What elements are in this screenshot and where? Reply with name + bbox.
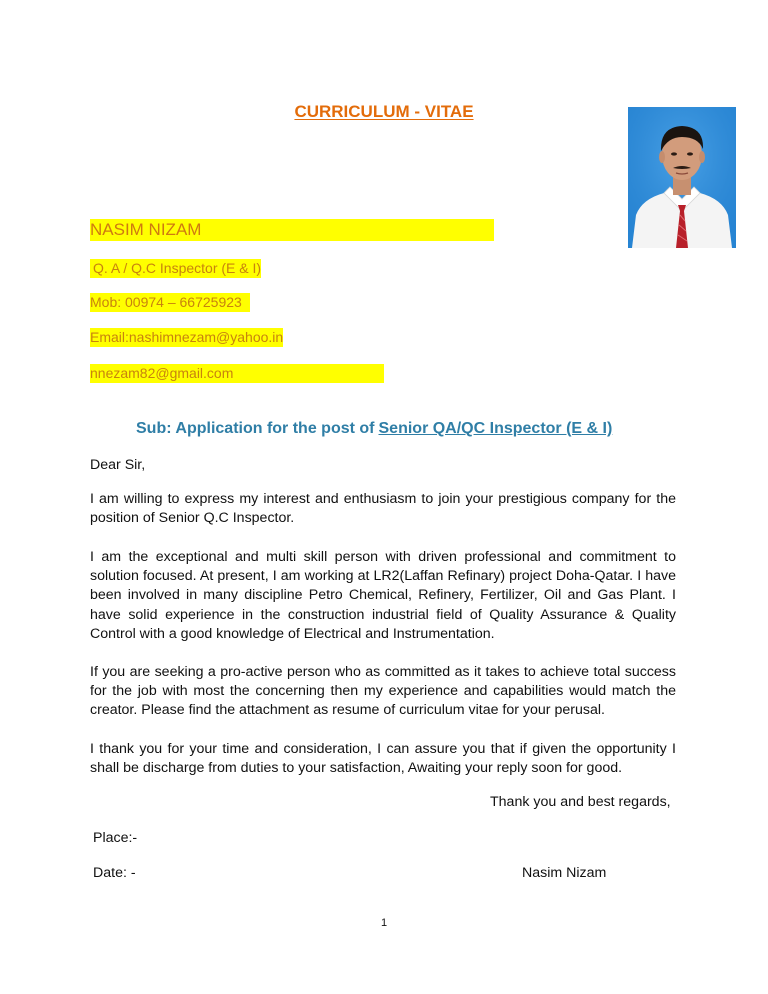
paragraph-proactive: If you are seeking a pro-active person who as committed as it takes to achieve total success for the job with most the concerning then my experience and capabilities would match the creator. Please find the attachment as resume of curriculum vitae for your perusal. — [90, 664, 676, 719]
profile-photo — [628, 107, 736, 248]
closing: Thank you and best regards, — [490, 794, 671, 810]
page-number: 1 — [380, 917, 388, 929]
email-primary[interactable]: Email:nashimnezam@yahoo.in — [90, 329, 284, 345]
candidate-position: Q. A / Q.C Inspector (E & I) — [90, 259, 261, 278]
candidate-name: NASIM NIZAM — [90, 219, 494, 241]
signature-name: Nasim Nizam — [522, 865, 607, 881]
subject-post: Senior QA/QC Inspector (E & I) — [378, 420, 613, 437]
paragraph-interest: I am willing to express my interest and enthusiasm to join your prestigious company for the position of Senior Q.C Inspector. — [90, 491, 676, 527]
date-label: Date: - — [93, 865, 136, 881]
page-title: CURRICULUM - VITAE — [294, 102, 474, 121]
email-secondary[interactable]: nnezam82@gmail.com — [90, 364, 384, 383]
paragraph-thanks: I thank you for your time and consideration, I can assure you that if given the opportunity I shall be discharge from duties to your satisfaction, Awaiting your reply soon for good. — [90, 741, 676, 777]
mobile-number: Mob: 00974 – 66725923 — [90, 293, 250, 312]
place-label: Place:- — [93, 830, 138, 846]
subject-prefix: Sub: Application for the post of — [136, 420, 375, 437]
salutation: Dear Sir, — [90, 457, 146, 473]
subject-line — [136, 420, 612, 438]
paragraph-experience: I am the exceptional and multi skill person with driven professional and commitment to solution focused. At present, I am working at LR2(Laffan Refinary) project Doha-Qatar. I have been involved in many discipline Petro Chemical, Refinery, Fertilizer, Oil and Gas Plant. I have solid experience in the construction industrial field of Quality Assurance & Quality Control with a good knowledge of Electrical and Instrumentation. — [90, 549, 676, 642]
